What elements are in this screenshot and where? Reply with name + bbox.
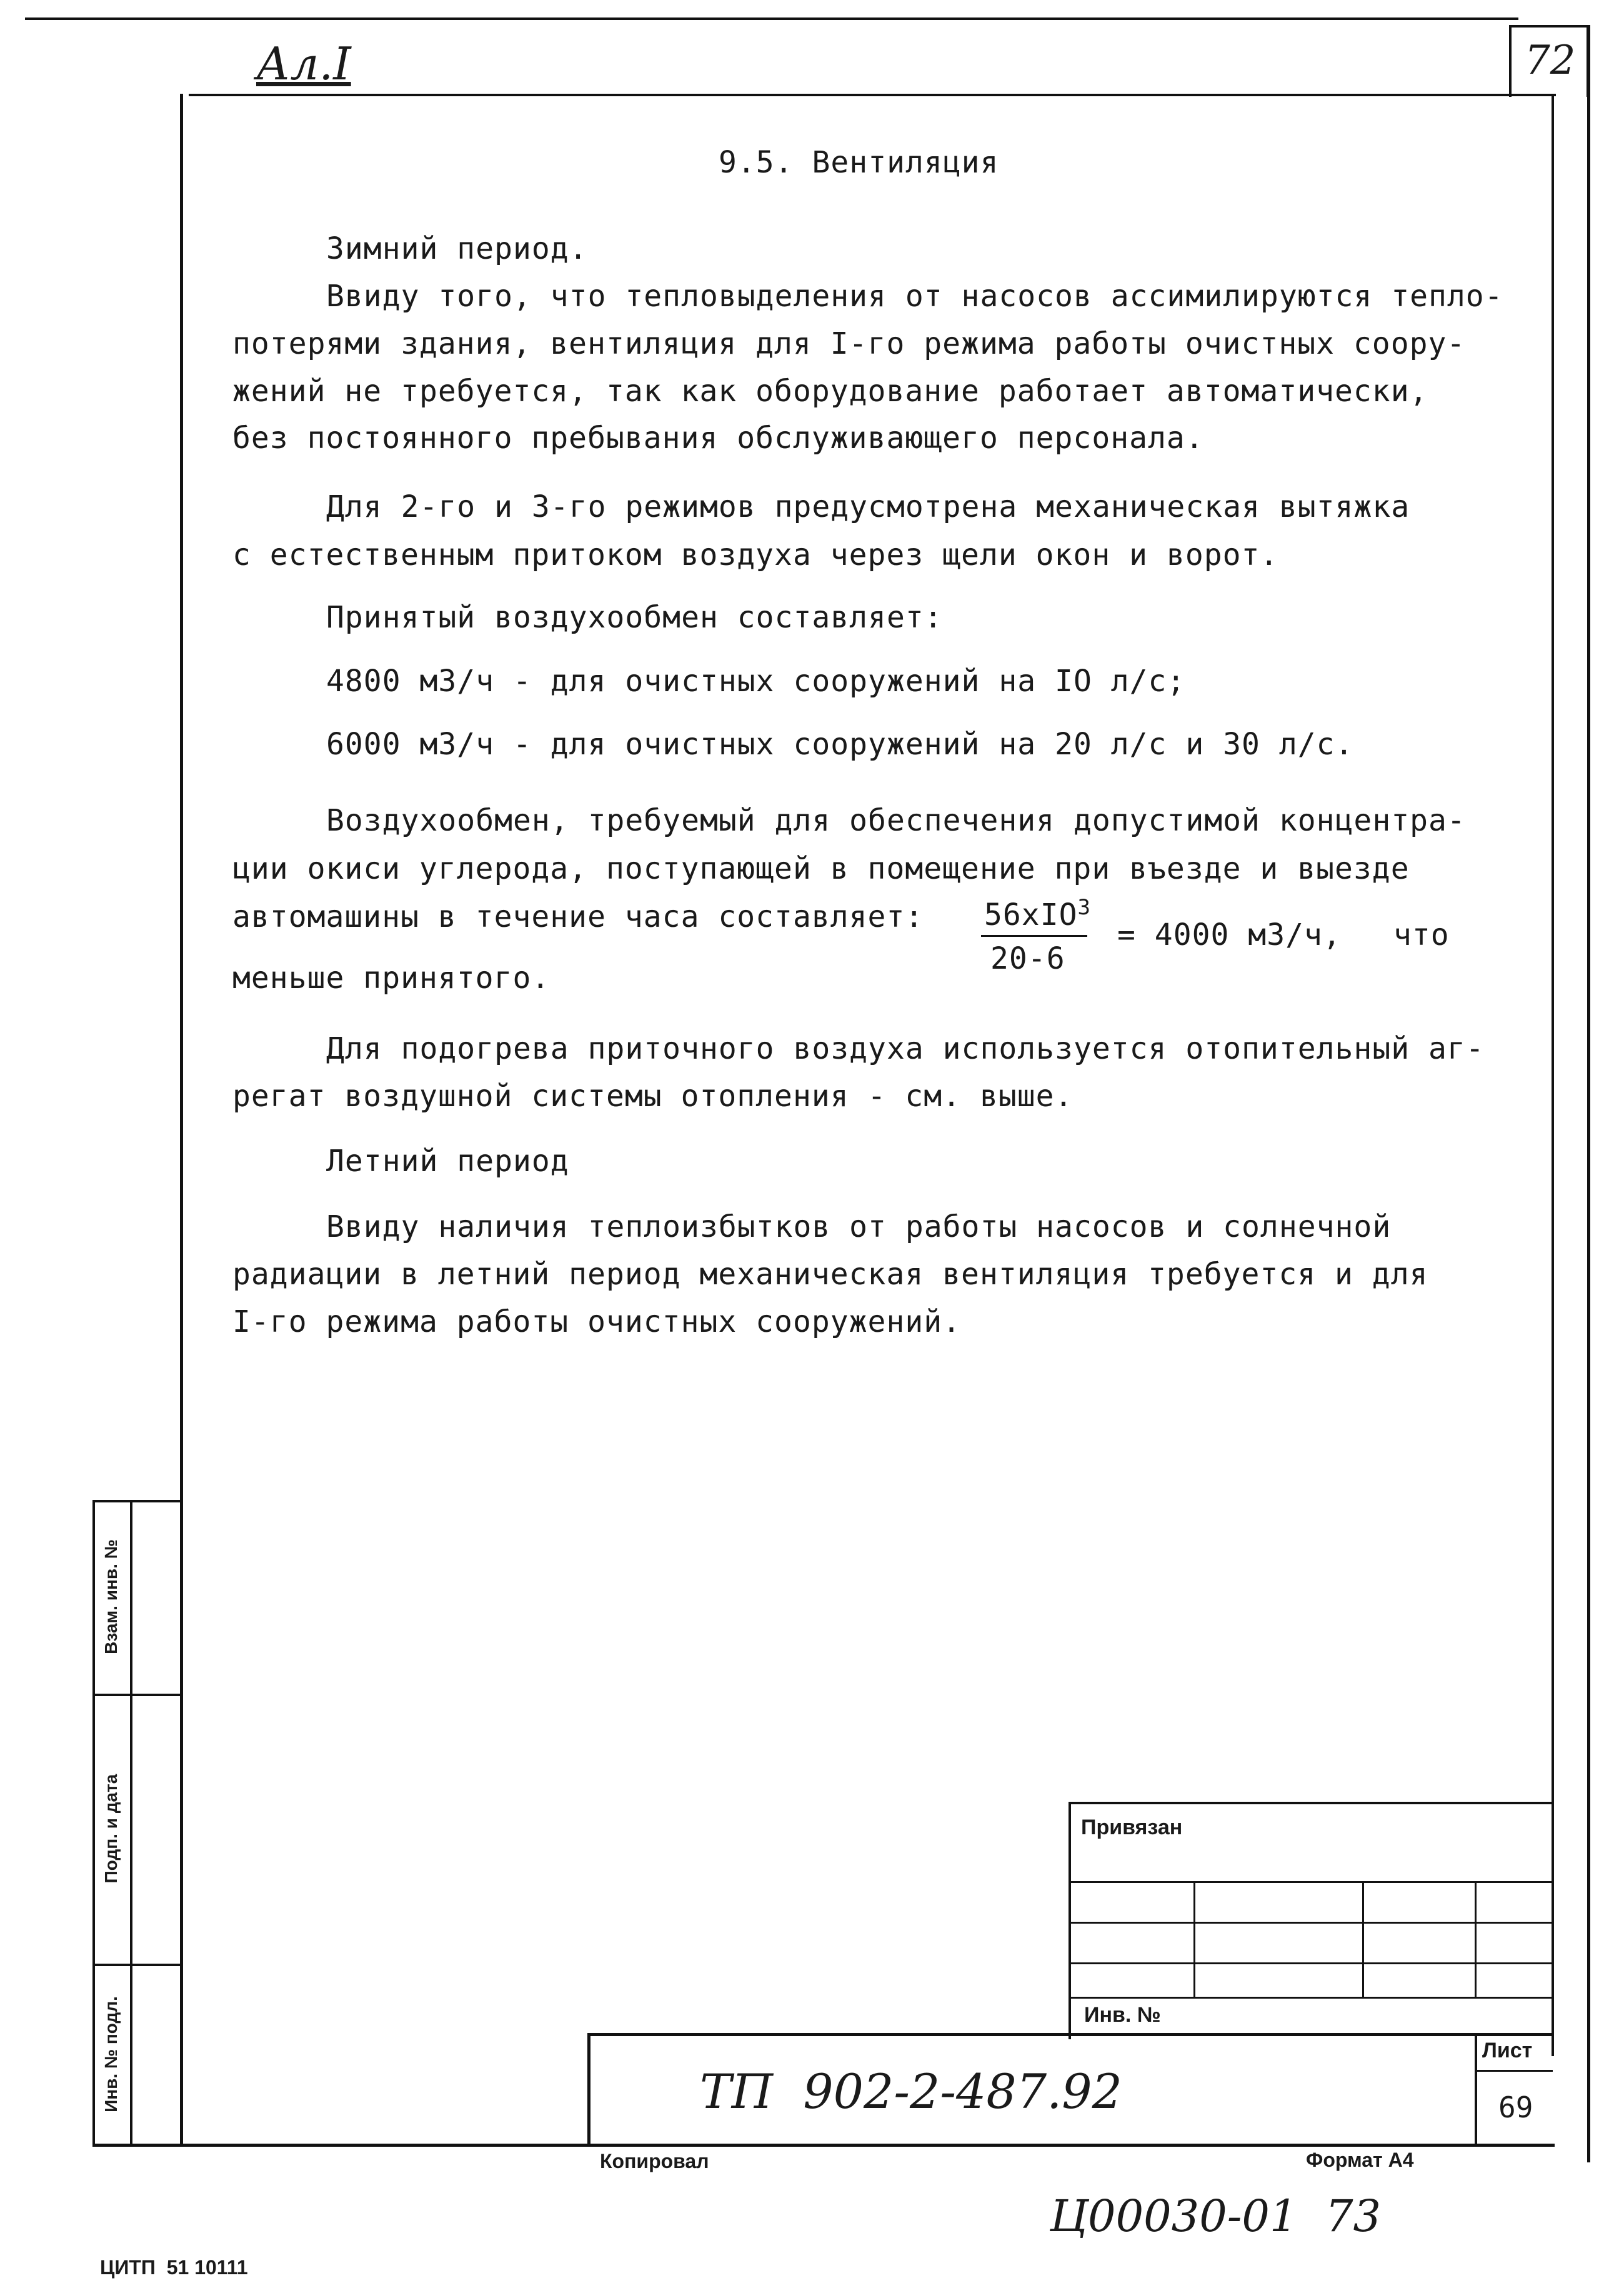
tb-v3 [1475,1881,1477,1997]
text-line-6: с естественным притоком воздуха через щели окон и ворот. [232,537,1279,572]
formula-result: = 4000 м3/ч, [1117,917,1342,952]
text-line-18: радиации в летний период механическая вентиляция требуется и для [232,1257,1428,1292]
section-title: 9.5. Вентиляция [719,145,999,180]
inv-no-label: Инв. № [1084,2003,1161,2027]
tb-v1 [1193,1881,1195,1997]
side-stamp-div-1 [92,1694,181,1696]
formula-denominator: 20-6 [990,941,1065,976]
podp-data-label: Подп. и дата [101,1774,121,1884]
privyazan-label: Привязан [1081,1816,1183,1839]
tb-h1 [1069,1881,1553,1883]
text-line-3: жений не требуется, так как оборудование работает автоматически, [232,374,1428,409]
text-line-12: автомашины в течение часа составляет: [232,899,924,934]
text-line-0: Зимний период. [326,231,588,266]
text-line-9: 6000 м3/ч - для очистных сооружений на 20 л/с и 30 л/с. [326,727,1354,762]
formula-fraction-bar [981,935,1087,937]
vzam-inv-label: Взам. инв. № [101,1539,121,1654]
frame-top [189,94,1556,96]
doc-code: ТП 902-2-487.92 [700,2064,1122,2119]
side-stamp-top [92,1500,181,1502]
text-line-4: без постоянного пребывания обслуживающего персонала. [232,421,1204,456]
tb-h2 [1069,1922,1553,1924]
list-label: Лист [1482,2039,1533,2062]
text-line-11: ции окиси углерода, поступающей в помещение при въезде и выезде [232,851,1410,886]
tb-h4 [1069,1997,1553,1999]
inv-podl-label: Инв. № подл. [101,1996,121,2112]
sheet-number: 69 [1498,2091,1533,2124]
text-line-16: Летний период [326,1144,569,1179]
format-label: Формат А4 [1306,2149,1414,2171]
album-label: Ал.I [256,37,351,90]
kopiroval-label: Копировал [600,2150,709,2172]
text-line-14: Для подогрева приточного воздуха используется отопительный аг- [326,1031,1485,1066]
text-line-5: Для 2-го и 3-го режимов предусмотрена механическая вытяжка [326,489,1410,524]
handwritten-inventory: Ц00030-01 73 [1050,2191,1382,2242]
formula-numerator [984,895,1091,932]
tb-h3 [1069,1962,1553,1964]
tb-list-row [1475,2070,1553,2072]
frame-right-outer [1587,25,1590,2162]
side-stamp-col [130,1500,132,2147]
tb-v2 [1362,1881,1364,1997]
frame-left [180,94,183,2146]
frame-top-outer [25,17,1518,20]
text-line-19: I-го режима работы очистных сооружений. [232,1304,962,1339]
formula-numerator-text: 56xIO [984,897,1078,932]
text-line-10: Воздухообмен, требуемый для обеспечения допустимой концентра- [326,803,1466,838]
text-line-15: регат воздушной системы отопления - см. выше. [232,1079,1074,1114]
org-stamp: ЦИТП 51 10111 [100,2256,248,2279]
side-stamp-left [92,1500,95,2147]
text-line-17: Ввиду наличия теплоизбытков от работы насосов и солнечной [326,1209,1392,1244]
text-line-7: Принятый воздухообмен составляет: [326,600,943,635]
page-number: 72 [1525,37,1576,84]
text-line-13: меньше принятого. [232,961,550,996]
formula-exponent: 3 [1077,895,1091,920]
frame-right-inner [1552,94,1554,2056]
text-line-2: потерями здания, вентиляция для I-го режима работы очистных соору- [232,326,1466,361]
tb-list-col [1475,2033,1477,2146]
text-line-1: Ввиду того, что тепловыделения от насосов ассимилируются тепло- [326,279,1503,314]
text-line-8: 4800 м3/ч - для очистных сооружений на IO л/с; [326,664,1186,699]
formula-suffix: что [1393,917,1450,952]
